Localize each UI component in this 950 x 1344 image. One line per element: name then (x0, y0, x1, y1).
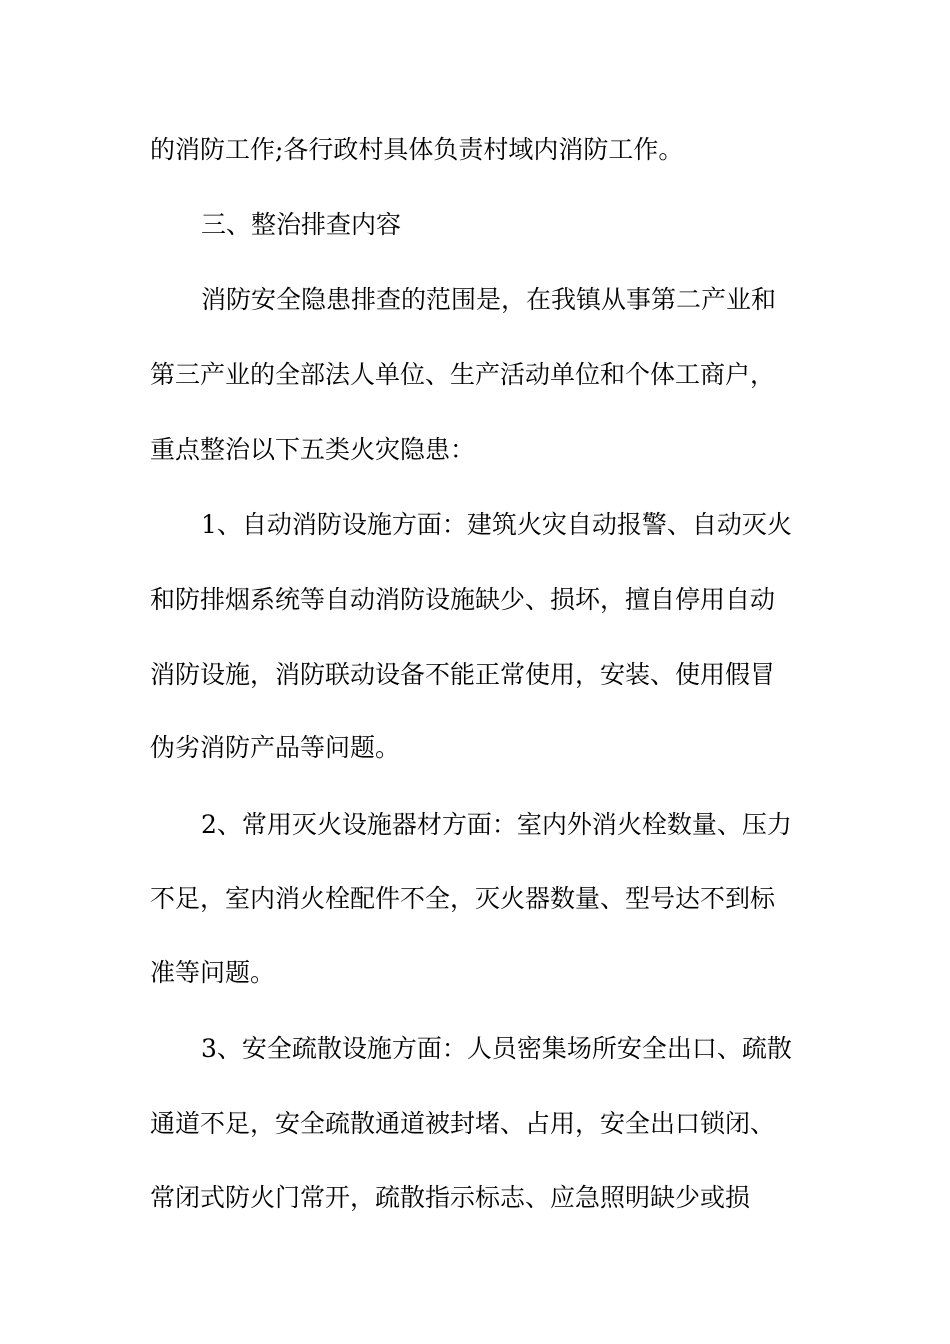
section-heading: 三、整治排查内容 (201, 210, 402, 239)
text-line: 通道不足，安全疏散通道被封堵、占用，安全出口锁闭、 (150, 1109, 776, 1138)
text-line: 重点整治以下五类火灾隐患： (150, 435, 476, 464)
text-line: 2、常用灭火设施器材方面：室内外消火栓数量、压力 (201, 810, 792, 839)
text-line: 的消防工作;各行政村具体负责村域内消防工作。 (150, 135, 684, 164)
text-line: 和防排烟系统等自动消防设施缺少、损坏，擅自停用自动 (150, 585, 776, 614)
text-line: 准等问题。 (150, 958, 276, 987)
text-line: 常闭式防火门常开，疏散指示标志、应急照明缺少或损 (150, 1183, 751, 1212)
text-line: 第三产业的全部法人单位、生产活动单位和个体工商户， (150, 360, 776, 389)
text-line: 1、自动消防设施方面：建筑火灾自动报警、自动灭火 (201, 510, 792, 539)
text-line: 消防安全隐患排查的范围是，在我镇从事第二产业和 (201, 285, 777, 314)
text-line: 消防设施，消防联动设备不能正常使用，安装、使用假冒 (150, 660, 776, 689)
text-line: 不足，室内消火栓配件不全，灭火器数量、型号达不到标 (150, 884, 776, 913)
text-line: 3、安全疏散设施方面：人员密集场所安全出口、疏散 (201, 1034, 792, 1063)
text-line: 伪劣消防产品等问题。 (150, 733, 401, 762)
